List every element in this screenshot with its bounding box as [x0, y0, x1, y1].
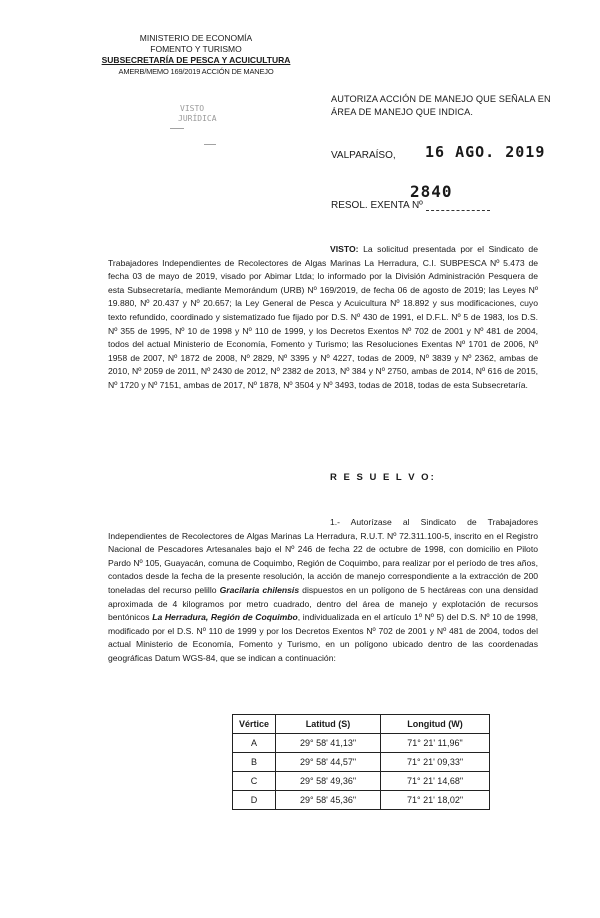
vertex-cell: D	[233, 791, 276, 810]
stamp-line-2: JURÍDICA	[178, 114, 217, 123]
column-header-longitud: Longitud (W)	[381, 715, 490, 734]
reference-code: AMERB/MEMO 169/2019 ACCIÓN DE MANEJO	[118, 67, 274, 76]
stamp-mark	[170, 128, 184, 129]
latitude-cell: 29° 58' 41,13"	[276, 734, 381, 753]
ministry-name: MINISTERIO DE ECONOMÍA	[139, 33, 253, 43]
latitude-cell: 29° 58' 44,57"	[276, 753, 381, 772]
table-row	[233, 772, 490, 791]
resolution-line	[426, 210, 490, 211]
vertex-cell: B	[233, 753, 276, 772]
visto-paragraph	[108, 243, 538, 393]
letterhead	[96, 33, 296, 77]
area-name: La Herradura, Región de Coquimbo	[152, 612, 298, 623]
resuelvo-heading: R E S U E L V O:	[330, 472, 436, 483]
visto-text: La solicitud presentada por el Sindicato de Trabajadores Independientes de Recolectores de Algas Marinas La Herradura, C.I. SUBPESCA Nº 5.473 de fecha 03 de mayo de 2019, visado por Abimar Ltda; lo informado por la División Administración Pesquera de esta Subsecretaría, mediante Memorándum (URB) Nº 169/2019, de fecha 06 de agosto de 2019; las Leyes Nº 19.880, Nº 20.437 y Nº 20.657; la Ley General de Pesca y Acuicultura Nº 18.892 y sus modificaciones, cuyo texto refundido, coordinado y sistematizado fue fijado por D.S. Nº 430 de 1991, el D.F.L. Nº 5 de 1983, los D.S. Nº 355 de 1995, Nº 10 de 1998 y Nº 110 de 1999, y los Decretos Exentos Nº 702 de 2001 y Nº 481 de 2004, todos del actual Ministerio de Economía, Fomento y Turismo; las Resoluciones Exentas Nº 1701 de 2006, Nº 1958 de 2007, Nº 1872 de 2008, Nº 2829, Nº 3395 y Nº 4227, todas de 2009, Nº 3839 y Nº 2362, ambas de 2010, Nº 2059 de 2011, Nº 2430 de 2012, Nº 2382 de 2013, Nº 384 y Nº 2750, ambas de 2014, Nº 616 de 2015, Nº 1720 y Nº 7151, ambas de 2017, Nº 1878, Nº 3504 y Nº 3493, todas de 2018, todas de esta Subsecretaría.	[108, 244, 538, 390]
vertex-cell: C	[233, 772, 276, 791]
place-label: VALPARAÍSO,	[331, 150, 396, 161]
table-row	[233, 791, 490, 810]
longitude-cell: 71° 21' 18,02"	[381, 791, 490, 810]
column-header-vertice: Vértice	[233, 715, 276, 734]
ministry-name-2: FOMENTO Y TURISMO	[150, 44, 242, 54]
latitude-cell: 29° 58' 45,36"	[276, 791, 381, 810]
stamp-line-1: VISTO	[180, 104, 205, 113]
article-1-paragraph	[108, 516, 538, 666]
species-name: Gracilaria chilensis	[219, 584, 300, 595]
article-1-text-c: , individualizada en el artículo 1º Nº 5) del D.S. Nº 10 de 1998, modificado por el D.S. Nº 110 de 1999 y por los Decretos Exentos Nº 702 de 2001 y Nº 481 de 2004, todos del actual Ministerio de Economía, Fomento y Turismo, en un polígono ubicado dentro de las coordenadas geográficas Datum WGS-84, que se indican a continuación:	[108, 612, 538, 663]
article-1-text-a: 1.- Autorízase al Sindicato de Trabajadores Independientes de Recolectores de Algas Marinas La Herradura, R.U.T. Nº 72.311.100-5, inscrito en el Registro Nacional de Pescadores Artesanales bajo el Nº 246 de fecha 22 de octubre de 1998, con domicilio en Piloto Pardo Nº 105, Guayacán, comuna de Coquimbo, Región de Coquimbo, para realizar por el período de tres años, contados desde la fecha de la presente resolución, la acción de manejo correspondiente a la extracción de 200 toneladas del recurso pelillo	[108, 517, 538, 595]
longitude-cell: 71° 21' 14,68"	[381, 772, 490, 791]
resolution-label: RESOL. EXENTA Nº	[331, 200, 423, 211]
latitude-cell: 29° 58' 49,36"	[276, 772, 381, 791]
visto-label: VISTO:	[330, 244, 359, 254]
subsecretaria-name: SUBSECRETARÍA DE PESCA Y ACUICULTURA	[101, 55, 291, 65]
stamp-mark-2	[204, 144, 216, 145]
table-header-row	[233, 715, 490, 734]
vertex-cell: A	[233, 734, 276, 753]
resolution-number: 2840	[410, 182, 453, 201]
column-header-latitud: Latitud (S)	[276, 715, 381, 734]
legal-visa-stamp	[170, 104, 248, 154]
resolution-title: AUTORIZA ACCIÓN DE MANEJO QUE SEÑALA EN ÁREA DE MANEJO QUE INDICA.	[331, 94, 551, 117]
coordinates-table	[232, 714, 490, 810]
longitude-cell: 71° 21' 09,33"	[381, 753, 490, 772]
longitude-cell: 71° 21' 11,96"	[381, 734, 490, 753]
article-1-text-b: dispuestos en un polígono de 5 hectáreas con una densidad aproximada de 4 kilogramos por metro cuadrado, dentro del área de manejo y explotación de recursos bentónicos	[108, 584, 539, 623]
table-row	[233, 734, 490, 753]
date-stamp: 16 AGO. 2019	[425, 143, 546, 161]
table-row	[233, 753, 490, 772]
